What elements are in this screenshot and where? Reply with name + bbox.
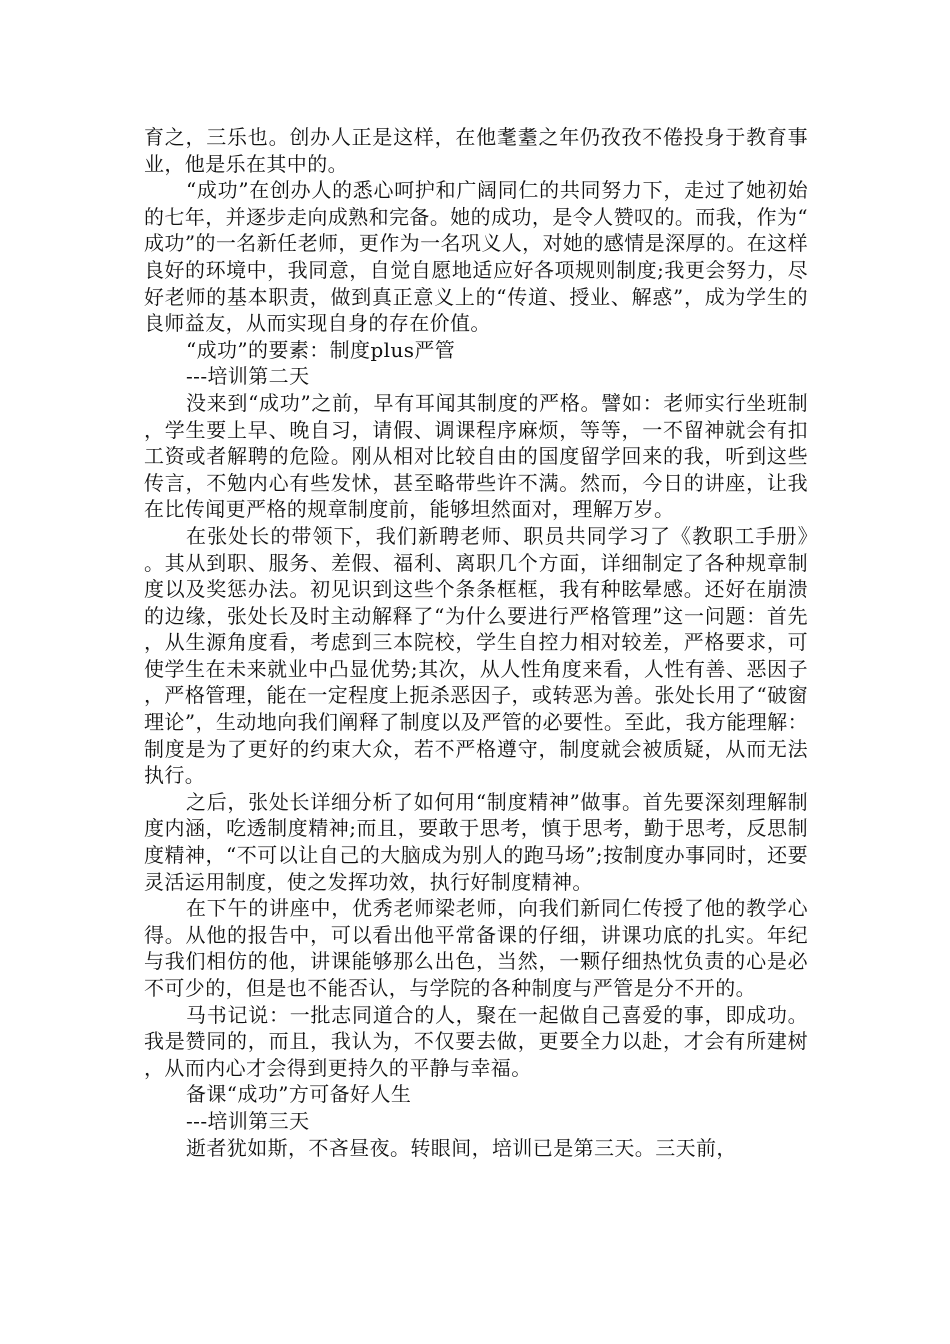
- paragraph-day2-4: 在下午的讲座中，优秀老师梁老师，向我们新同仁传授了他的教学心得。从他的报告中，可以看出他平常备课的仔细，讲课功底的扎实。年纪与我们相仿的他，讲课能够那么出色，当然，一颗仔细热忱负责的心是必不可少的，但是也不能否认，与学院的各种制度与严管是分不开的。: [144, 896, 808, 1000]
- paragraph-success: “成功”在创办人的悉心呵护和广阔同仁的共同努力下，走过了她初始的七年，并逐步走向成熟和完备。她的成功，是令人赞叹的。而我，作为“成功”的一名新任老师，更作为一名巩义人，对她的感情是深厚的。在这样良好的环境中，我同意，自觉自愿地适应好各项规则制度;我更会努力，尽好老师的基本职责，做到真正意义上的“传道、授业、解惑”，成为学生的良师益友，从而实现自身的存在价值。: [144, 178, 808, 336]
- paragraph-day2-1: 没来到“成功”之前，早有耳闻其制度的严格。譬如：老师实行坐班制，学生要上早、晚自习，请假、调课程序麻烦，等等，一不留神就会有扣工资或者解聘的危险。刚从相对比较自由的国度留学回来的我，听到这些传言，不勉内心有些发怵，甚至略带些许不满。然而，今日的讲座，让我在比传闻更严格的规章制度前，能够坦然面对，理解万岁。: [144, 390, 808, 522]
- document-body: [144, 124, 808, 1161]
- section-heading-day2: “成功”的要素：制度plus严管: [186, 337, 456, 362]
- section-heading-day3: 备课“成功”方可备好人生: [186, 1082, 412, 1107]
- paragraph-day2-3: 之后，张处长详细分析了如何用“制度精神”做事。首先要深刻理解制度内涵，吃透制度精神;而且，要敢于思考，慎于思考，勤于思考，反思制度精神，“不可以让自己的大脑成为别人的跑马场”;按制度办事同时，还要灵活运用制度，使之发挥功效，执行好制度精神。: [144, 789, 808, 894]
- section-subheading-day3: ---培训第三天: [186, 1108, 310, 1133]
- paragraph-day3-1: 逝者犹如斯，不吝昼夜。转眼间，培训已是第三天。三天前，: [186, 1135, 737, 1160]
- paragraph-day2-5: 马书记说：一批志同道合的人，聚在一起做自己喜爱的事，即成功。我是赞同的，而且，我认为，不仅要去做，更要全力以赴，才会有所建树，从而内心才会得到更持久的平静与幸福。: [144, 1002, 808, 1080]
- section-subheading-day2: ---培训第二天: [186, 364, 310, 389]
- paragraph-day2-2: 在张处长的带领下，我们新聘老师、职员共同学习了《教职工手册》。其从到职、服务、差假、福利、离职几个方面，详细制定了各种规章制度以及奖惩办法。初见识到这些个条条框框，我有种眩晕感。还好在崩溃的边缘，张处长及时主动解释了“为什么要进行严格管理”这一问题：首先，从生源角度看，考虑到三本院校，学生自控力相对较差，严格要求，可使学生在未来就业中凸显优势;其次，从人性角度来看，人性有善、恶因子，严格管理，能在一定程度上扼杀恶因子，或转恶为善。张处长用了“破窗理论”，生动地向我们阐释了制度以及严管的必要性。至此，我方能理解：制度是为了更好的约束大众，若不严格遵守，制度就会被质疑，从而无法执行。: [144, 523, 808, 788]
- paragraph-intro: 育之，三乐也。创办人正是这样，在他耄耋之年仍孜孜不倦投身于教育事业，他是乐在其中的。: [144, 125, 808, 176]
